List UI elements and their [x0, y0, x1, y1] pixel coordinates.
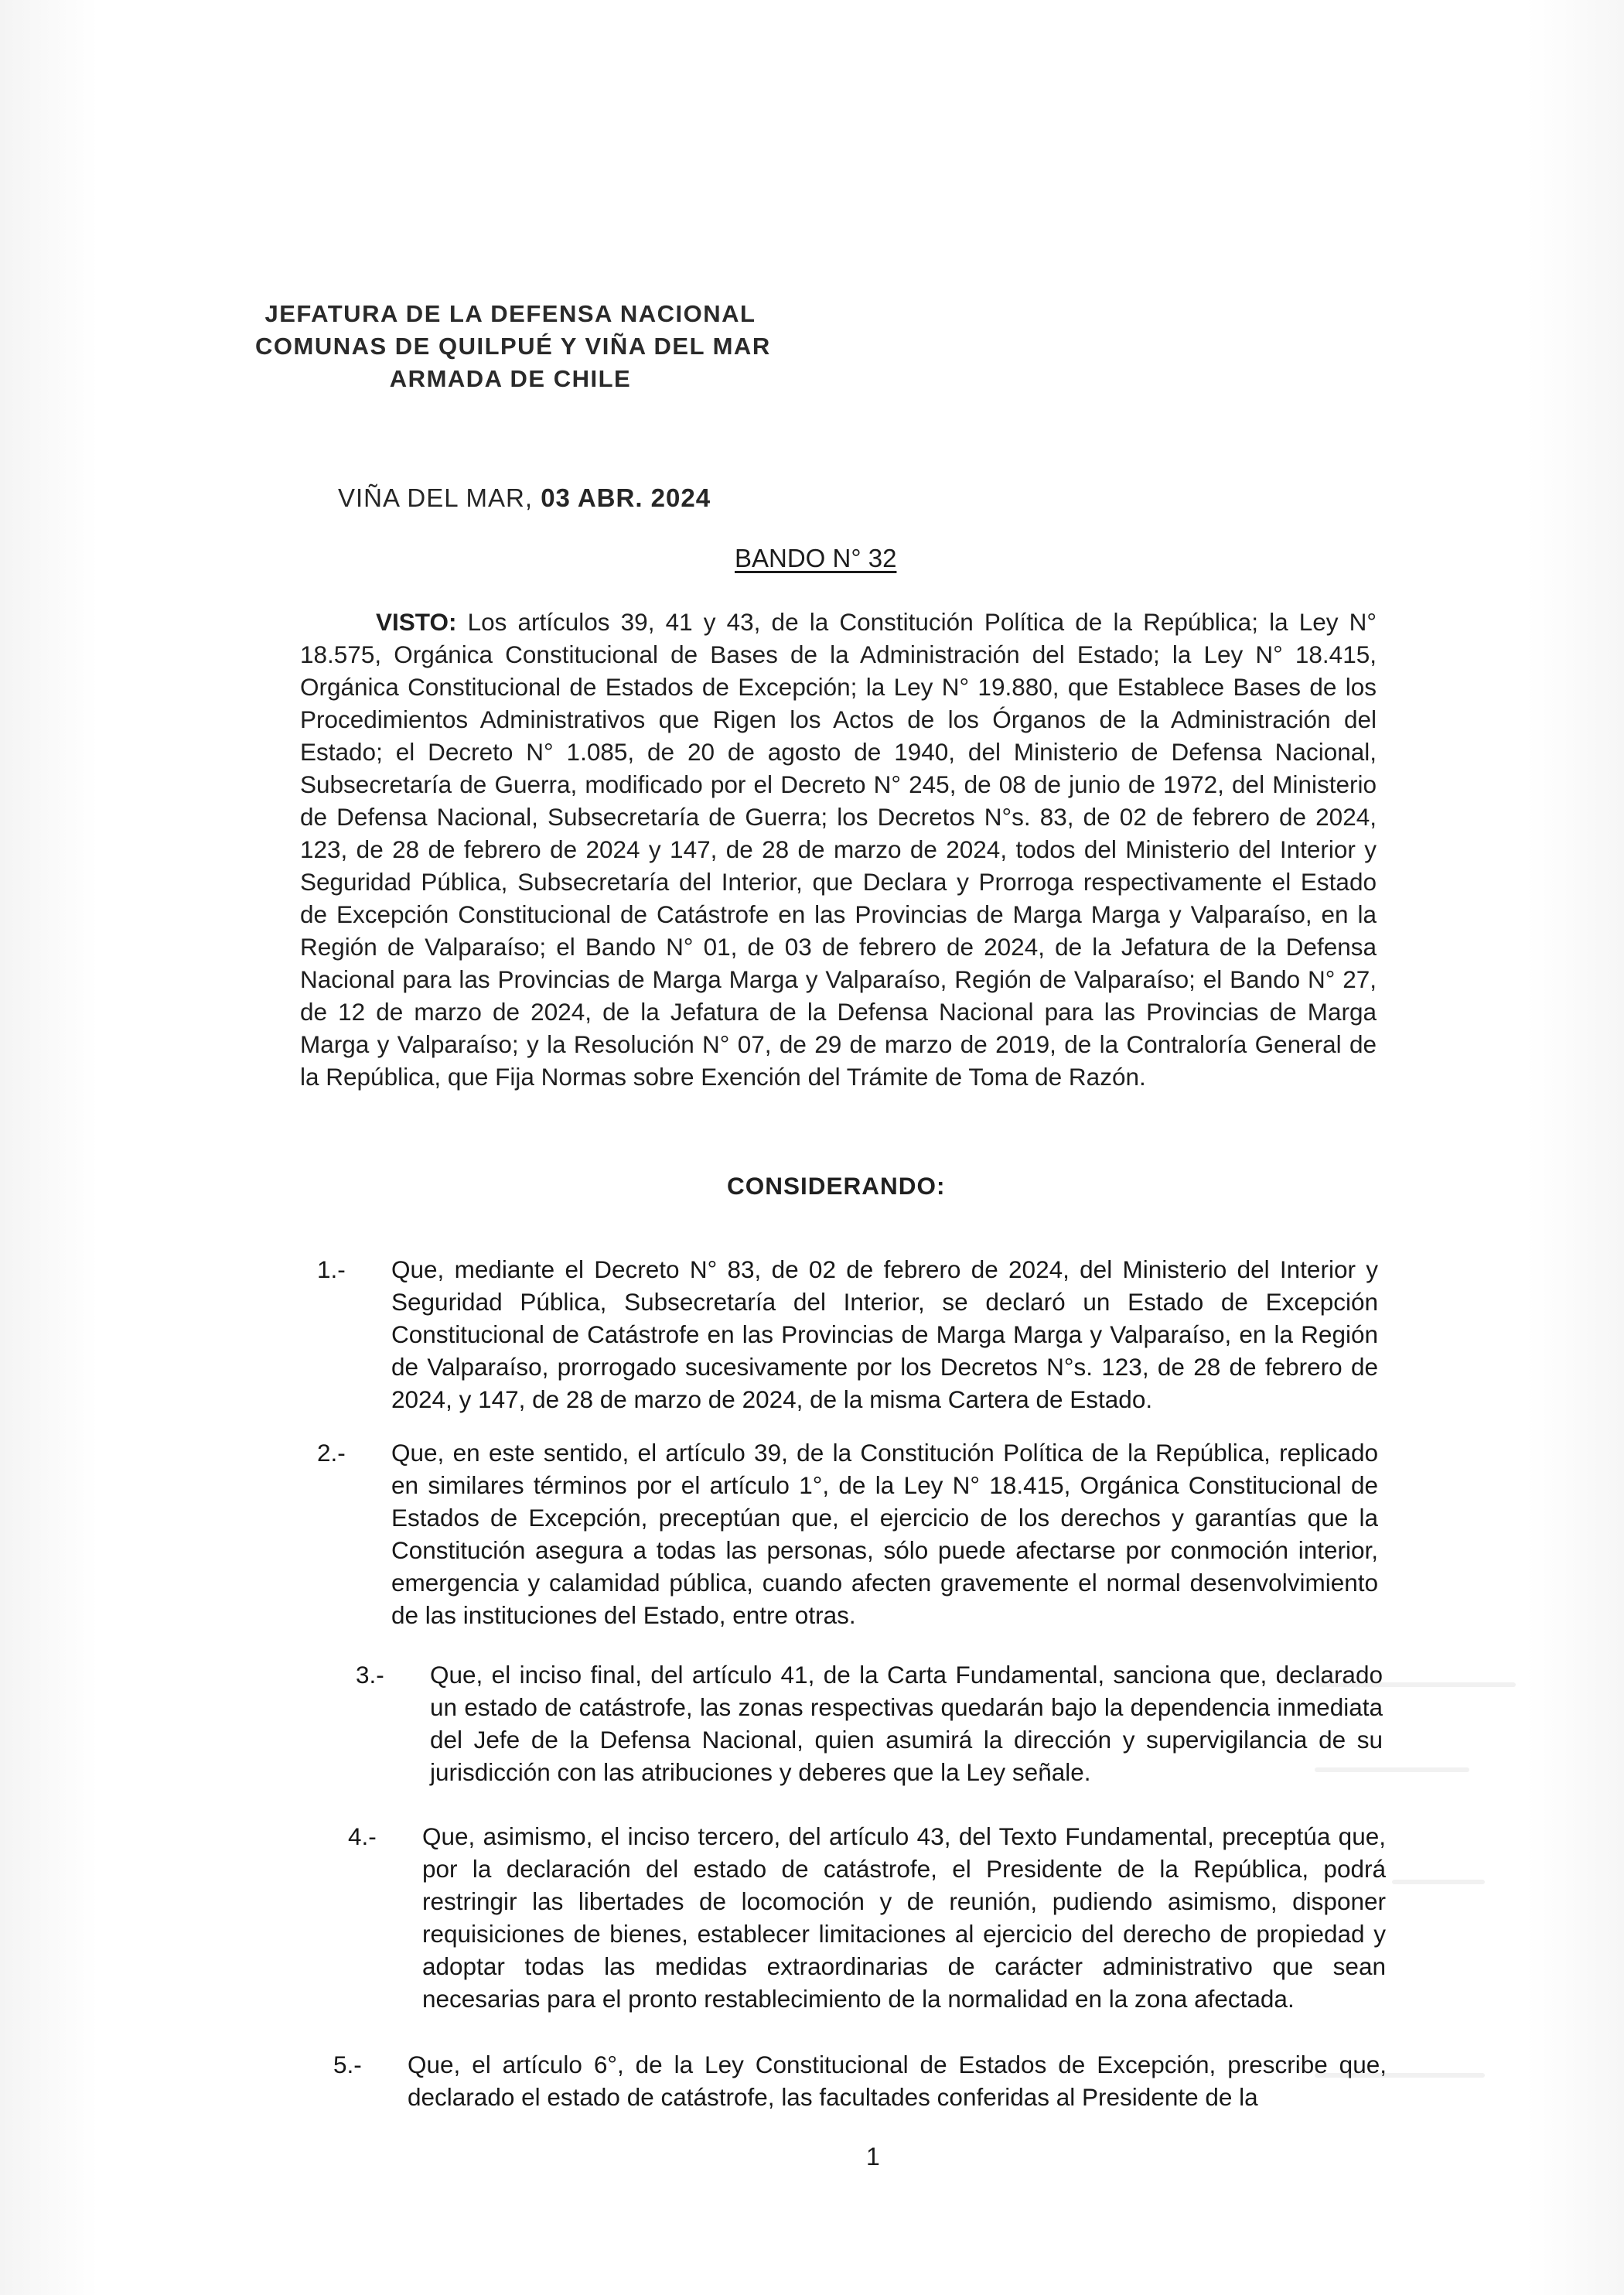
item-text: Que, el artículo 6°, de la Ley Constitucional de Estados de Excepción, prescribe que, declarado el estado de catástrofe, las facultades conferidas al Presidente de la — [408, 2051, 1387, 2111]
document-header — [255, 298, 771, 395]
considerando-heading: CONSIDERANDO: — [727, 1172, 946, 1200]
considerando-item — [348, 1820, 1386, 2015]
visto-label: VISTO: — [376, 608, 457, 636]
document-title: BANDO N° 32 — [735, 544, 897, 572]
bleed-through-mark — [1315, 2073, 1485, 2078]
header-line-comunas: COMUNAS DE QUILPUÉ Y VIÑA DEL MAR — [255, 333, 771, 360]
item-text: Que, en este sentido, el artículo 39, de la Constitución Política de la República, replicado en similares términos por el artículo 1°, de la Ley N° 18.415, Orgánica Constitucional de Estados de Excepción, preceptúan que, el ejercicio de los derechos y garantías que la Constitución asegura a todas las personas, sólo puede afectarse por conmoción interior, emergencia y calamidad pública, cuando afecten gravemente el normal desenvolvimiento de las instituciones del Estado, entre otras. — [391, 1439, 1378, 1629]
visto-paragraph — [300, 606, 1377, 1093]
page-number: 1 — [866, 2143, 880, 2170]
item-number: 1.- — [317, 1255, 346, 1283]
visto-text: Los artículos 39, 41 y 43, de la Constitución Política de la República; la Ley N° 18.575, Orgánica Constitucional de Bases de la Administración del Estado; la Ley N° 18.415, Orgánica Constitucional de Estados de Excepción; la Ley N° 19.880, que Establece Bases de los Procedimientos Administrativos que Rigen los Actos de los Órganos de la Administración del Estado; el Decreto N° 1.085, de 20 de agosto de 1940, del Ministerio de Defensa Nacional, Subsecretaría de Guerra, modificado por el Decreto N° 245, de 08 de junio de 1972, del Ministerio de Defensa Nacional, Subsecretaría de Guerra; los Decretos N°s. 83, de 02 de febrero de 2024, 123, de 28 de febrero de 2024 y 147, de 28 de marzo de 2024, todos del Ministerio del Interior y Seguridad Pública, Subsecretaría del Interior, que Declara y Prorroga respectivamente el Estado de Excepción Constitucional de Catástrofe en las Provincias de Marga Marga y Valparaíso, en la Región de Valparaíso; el Bando N° 01, de 03 de febrero de 2024, de la Jefatura de la Defensa Nacional para las Provincias de Marga Marga y Valparaíso, Región de Valparaíso; el Bando N° 27, de 12 de marzo de 2024, de la Jefatura de la Defensa Nacional para las Provincias de Marga Marga y Valparaíso; y la Resolución N° 07, de 29 de marzo de 2019, de la Contraloría General de la República, que Fija Normas sobre Exención del Trámite de Toma de Razón. — [300, 608, 1377, 1091]
considerando-item — [356, 1658, 1383, 1788]
date-value: 03 ABR. 2024 — [541, 483, 711, 512]
item-number: 5.- — [333, 2051, 362, 2078]
bleed-through-mark — [1315, 1682, 1516, 1687]
header-line-jefatura: JEFATURA DE LA DEFENSA NACIONAL — [264, 300, 756, 327]
considerando-item — [317, 1253, 1378, 1416]
date-place: VIÑA DEL MAR, — [338, 483, 541, 512]
item-text: Que, mediante el Decreto N° 83, de 02 de febrero de 2024, del Ministerio del Interior y Seguridad Pública, Subsecretaría del Interior, se declaró un Estado de Excepción Constitucional de Catástrofe en las Provincias de Marga Marga y Valparaíso, en la Región de Valparaíso, prorrogado sucesivamente por los Decretos N°s. 123, de 28 de febrero de 2024, y 147, de 28 de marzo de 2024, de la misma Cartera de Estado. — [391, 1255, 1378, 1413]
item-number: 3.- — [356, 1661, 384, 1689]
item-number: 2.- — [317, 1439, 346, 1467]
bleed-through-mark — [1315, 1767, 1469, 1772]
header-line-armada: ARMADA DE CHILE — [389, 365, 632, 392]
considerando-item — [333, 2048, 1387, 2113]
considerando-item — [317, 1436, 1378, 1631]
item-text: Que, el inciso final, del artículo 41, de la Carta Fundamental, sanciona que, declarado un estado de catástrofe, las zonas respectivas quedarán bajo la dependencia inmediata del Jefe de la Defensa Nacional, quien asumirá la dirección y supervigilancia de su jurisdicción con las atribuciones y deberes que la Ley señale. — [430, 1661, 1383, 1786]
item-text: Que, asimismo, el inciso tercero, del artículo 43, del Texto Fundamental, preceptúa que, por la declaración del estado de catástrofe, el Presidente de la República, podrá restringir las libertades de locomoción y de reunión, pudiendo asimismo, disponer requisiciones de bienes, establecer limitaciones al ejercicio del derecho de propiedad y adoptar todas las medidas extraordinarias de carácter administrativo que sean necesarias para el pronto restablecimiento de la normalidad en la zona afectada. — [422, 1822, 1386, 2013]
bleed-through-mark — [1392, 1880, 1485, 1884]
document-date — [338, 483, 711, 513]
item-number: 4.- — [348, 1822, 377, 1850]
